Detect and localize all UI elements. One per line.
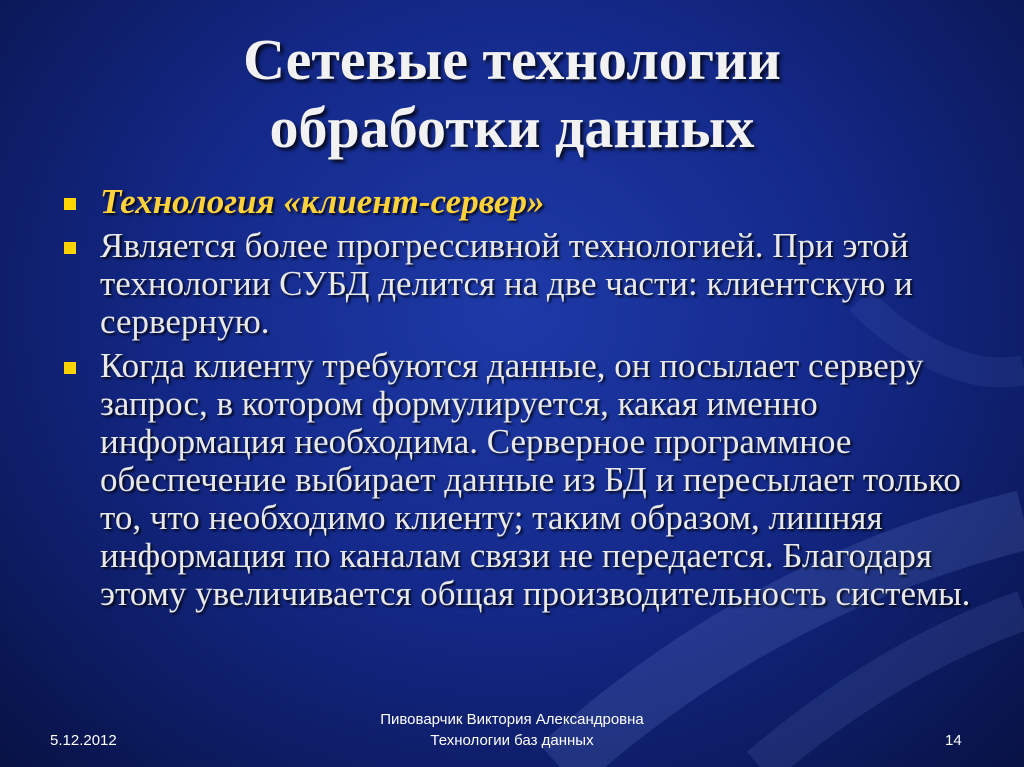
square-bullet-icon [64, 198, 76, 210]
footer-center [0, 709, 1024, 751]
bullet-text: Является более прогрессивной технологией. При этой технологии СУБД делится на две части: клиентскую и серверную. [100, 226, 913, 341]
bullet-text: Технология «клиент-сервер» [100, 182, 545, 221]
bullet-item-description [62, 227, 982, 341]
square-bullet-icon [64, 242, 76, 254]
bullet-item-technology [62, 183, 982, 221]
title-line-1: Сетевые технологии [243, 27, 781, 92]
slide-title [0, 26, 1024, 162]
title-line-2: обработки данных [269, 95, 755, 160]
footer-date: 5.12.2012 [50, 732, 117, 749]
square-bullet-icon [64, 362, 76, 374]
footer-author: Пивоварчик Виктория Александровна [380, 711, 644, 728]
bullet-list [62, 183, 982, 619]
bullet-text: Когда клиенту требуются данные, он посылает серверу запрос, в котором формулируется, какая именно информация необходима. Серверное программное обеспечение выбирает данные из БД и пересылает только то, что необходимо клиенту; таким образом, лишняя информация по каналам связи не передается. Благодаря этому увеличивается общая производительность системы. [100, 346, 971, 613]
bullet-item-process [62, 347, 982, 613]
footer-course: Технологии баз данных [430, 732, 594, 749]
page-number: 14 [945, 732, 962, 749]
